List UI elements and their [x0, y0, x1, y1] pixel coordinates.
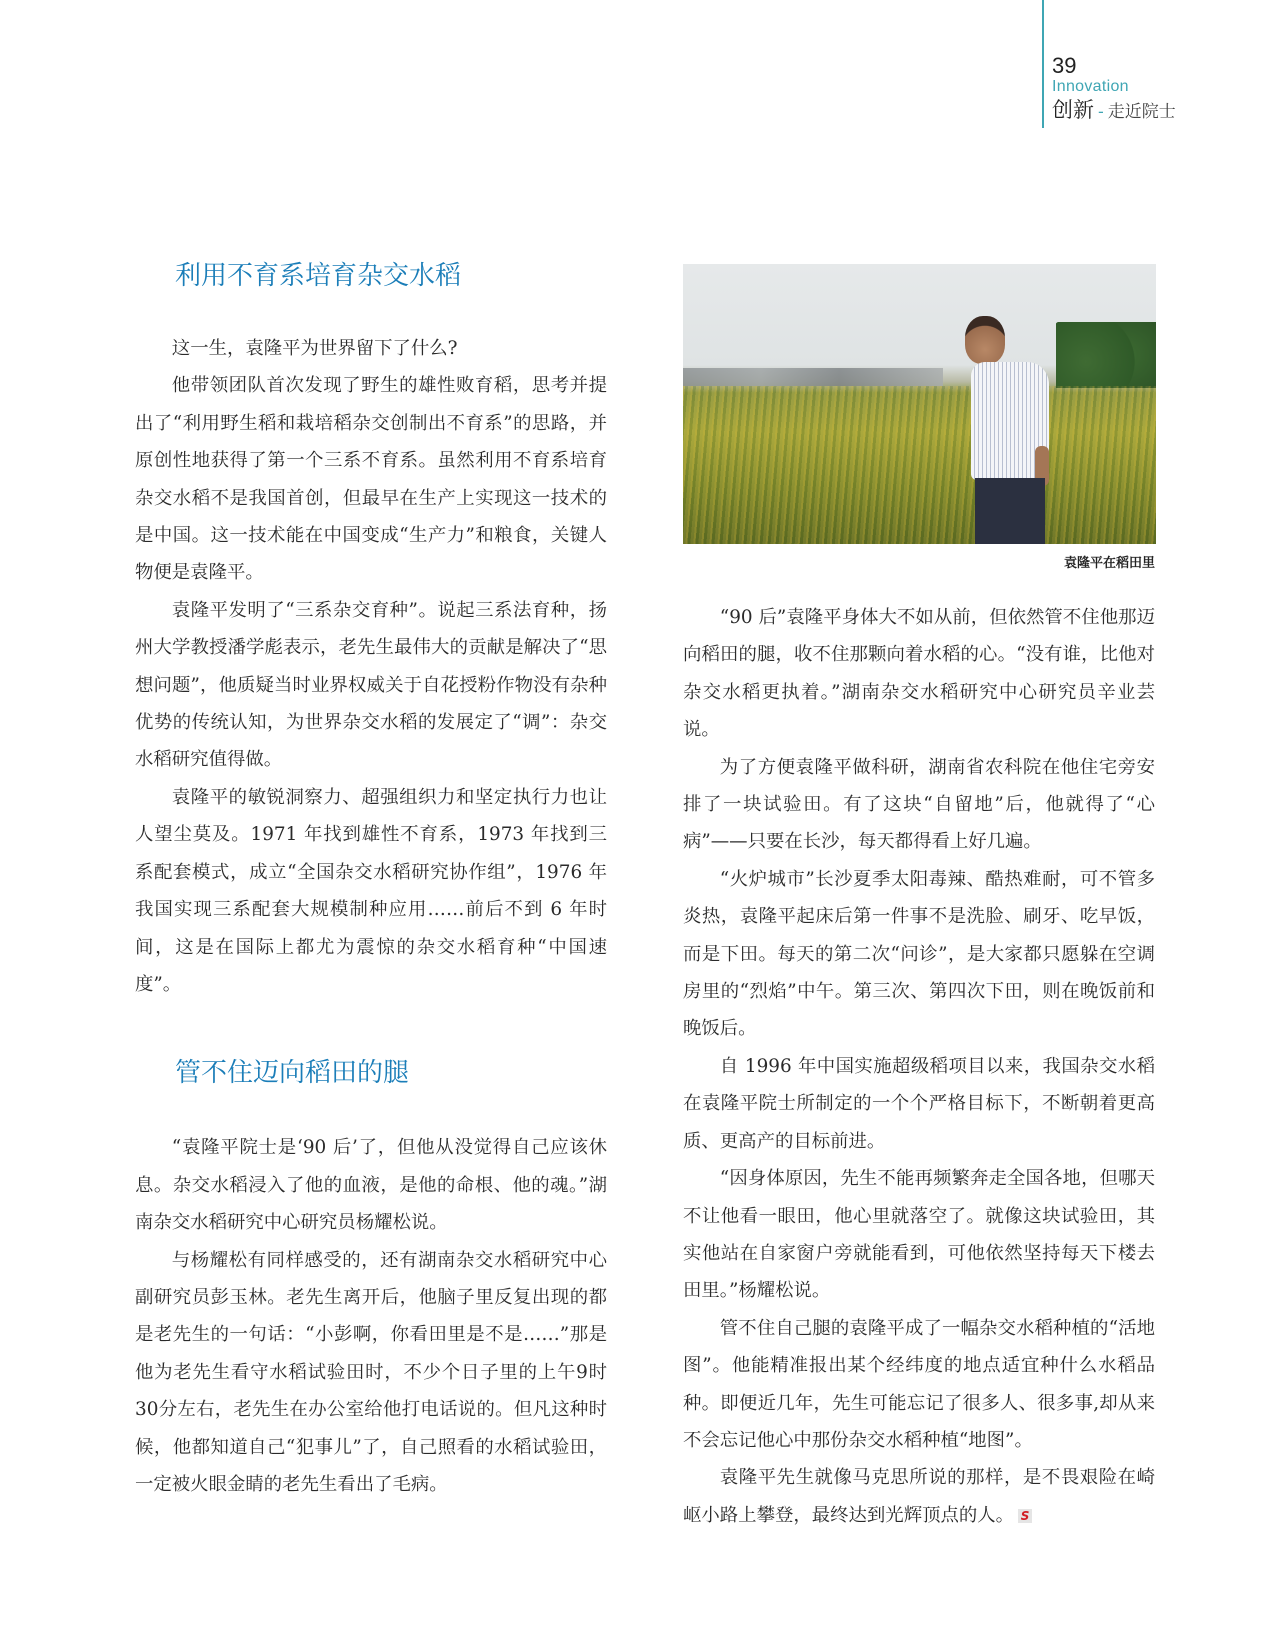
paragraph: 管不住自己腿的袁隆平成了一幅杂交水稻种植的“活地图”。他能精准报出某个经纬度的地点适宜种什么水稻品种。即便近几年，先生可能忘记了很多人、很多事,却从来不会忘记他心中那份杂交水稻种植“地图”。 — [683, 1317, 1155, 1451]
page-number: 39 — [1052, 53, 1077, 78]
paragraph: “火炉城市”长沙夏季太阳毒辣、酷热难耐，可不管多炎热，袁隆平起床后第一件事不是洗脸、刷牙、吃早饭，而是下田。每天的第二次“问诊”，是大家都只愿躲在空调房里的“烈焰”中午。第三次、第四次下田，则在晚饭前和晚饭后。 — [683, 868, 1155, 1040]
section-label-zh — [1052, 96, 1176, 126]
paragraph: 袁隆平的敏锐洞察力、超强组织力和坚定执行力也让人望尘莫及。1971 年找到雄性不育系，1973 年找到三系配套模式，成立“全国杂交水稻研究协作组”，1976 年我国实现三系配套大规模制种应用……前后不到 6 年时间，这是在国际上都尤为震惊的杂交水稻育种“中国速度”。 — [135, 786, 607, 995]
section-separator: - — [1098, 102, 1104, 121]
section-subtitle-zh: 走近院士 — [1107, 102, 1176, 122]
paragraph: “袁隆平院士是‘90 后’了，但他从没觉得自己应该休息。杂交水稻浸入了他的血液，是他的命根、他的魂。”湖南杂交水稻研究中心研究员杨耀松说。 — [135, 1137, 607, 1234]
paragraph: 为了方便袁隆平做科研，湖南省农科院在他住宅旁安排了一块试验田。有了这块“自留地”后，他就得了“心病”——只要在长沙，每天都得看上好几遍。 — [683, 756, 1155, 853]
paragraph: “90 后”袁隆平身体大不如从前，但依然管不住他那迈向稻田的腿，收不住那颗向着水稻的心。“没有谁，比他对杂交水稻更执着。”湖南杂交水稻研究中心研究员辛业芸说。 — [683, 607, 1155, 741]
section-heading-1: 利用不育系培育杂交水稻 — [175, 261, 462, 291]
paragraph: 这一生，袁隆平为世界留下了什么? — [171, 338, 458, 359]
page-header — [1052, 54, 1176, 126]
photo-trees — [1056, 322, 1156, 388]
paragraph: 他带领团队首次发现了野生的雄性败育稻，思考并提出了“利用野生稻和栽培稻杂交创制出不育系”的思路，并原创性地获得了第一个三系不育系。虽然利用不育系培育杂交水稻不是我国首创，但最早在生产上实现这一技术的是中国。这一技术能在中国变成“生产力”和粮食，关键人物便是袁隆平。 — [135, 375, 607, 584]
paragraph-final — [683, 1459, 1155, 1534]
left-column — [135, 258, 607, 1503]
paragraph: 袁隆平发明了“三系杂交育种”。说起三系法育种，扬州大学教授潘学彪表示，老先生最伟大的贡献是解决了“思想问题”，他质疑当时业界权威关于自花授粉作物没有杂种优势的传统认知，为世界杂交水稻的发展定了“调”：杂交水稻研究值得做。 — [135, 599, 607, 771]
paragraph: 与杨耀松有同样感受的，还有湖南杂交水稻研究中心副研究员彭玉林。老先生离开后，他脑子里反复出现的都是老先生的一句话：“小彭啊，你看田里是不是……”那是他为老先生看守水稻试验田时，不少个日子里的上午9时30分左右，老先生在办公室给他打电话说的。但凡这种时候，他都知道自己“犯事儿”了，自己照看的水稻试验田，一定被火眼金睛的老先生看出了毛病。 — [135, 1249, 607, 1495]
paragraph: 自 1996 年中国实施超级稻项目以来，我国杂交水稻在袁隆平院士所制定的一个个严格目标下，不断朝着更高质、更高产的目标前进。 — [683, 1055, 1155, 1152]
photo-caption: 袁隆平在稻田里 — [1063, 556, 1155, 571]
final-paragraph-text: 袁隆平先生就像马克思所说的那样，是不畏艰险在崎岖小路上攀登，最终达到光辉顶点的人。 — [683, 1467, 1155, 1526]
section-heading-2: 管不住迈向稻田的腿 — [175, 1058, 410, 1089]
end-of-article-icon: S — [1018, 1509, 1032, 1523]
header-divider-line — [1042, 0, 1044, 128]
rice-field-photo — [683, 264, 1156, 544]
section-label-en: Innovation — [1052, 78, 1129, 95]
paragraph: “因身体原因，先生不能再频繁奔走全国各地，但哪天不让他看一眼田，他心里就落空了。就像这块试验田，其实他站在自家窗户旁就能看到，可他依然坚持每天下楼去田里。”杨耀松说。 — [683, 1168, 1155, 1302]
photo-rice-field — [683, 386, 1156, 544]
section-title-zh: 创新 — [1052, 98, 1094, 122]
photo-person — [955, 316, 1049, 544]
photo-buildings — [683, 368, 943, 386]
right-column — [683, 264, 1155, 1534]
